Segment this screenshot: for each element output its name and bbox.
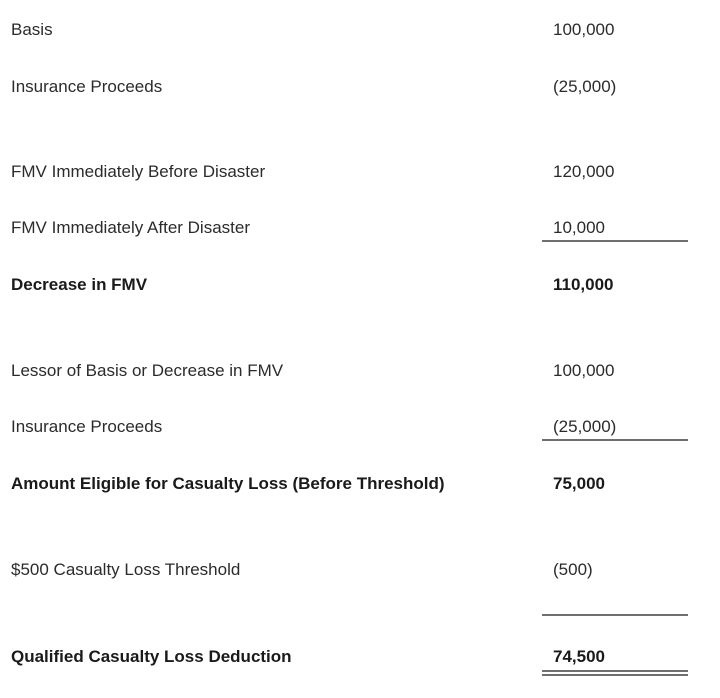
- table-row-qualified-deduction: [0, 642, 720, 672]
- table-row-insurance-proceeds: [0, 72, 720, 102]
- row-value: (25,000): [553, 77, 617, 96]
- row-label: Decrease in FMV: [11, 275, 148, 294]
- row-value: 100,000: [553, 361, 615, 380]
- row-label: $500 Casualty Loss Threshold: [11, 560, 241, 579]
- table-row-threshold: [0, 555, 720, 585]
- row-value: 110,000: [553, 275, 614, 294]
- table-row-fmv-before: [0, 157, 720, 187]
- row-label: FMV Immediately Before Disaster: [11, 162, 266, 181]
- row-label: Amount Eligible for Casualty Loss (Before Threshold): [11, 474, 445, 493]
- row-label: Insurance Proceeds: [11, 77, 163, 96]
- row-value: 75,000: [553, 474, 605, 493]
- table-row-insurance-proceeds-2: [0, 412, 720, 442]
- row-value: (25,000): [553, 417, 617, 436]
- row-value: 74,500: [553, 647, 605, 666]
- table-row-fmv-after: [0, 213, 720, 243]
- row-value: (500): [553, 560, 593, 579]
- row-value: 10,000: [553, 218, 605, 237]
- subtotal-underline: [542, 439, 688, 441]
- table-row-amount-eligible: [0, 469, 720, 499]
- total-double-underline-top: [542, 670, 688, 672]
- row-label: Lessor of Basis or Decrease in FMV: [11, 361, 284, 380]
- row-value: 120,000: [553, 162, 615, 181]
- row-label: Insurance Proceeds: [11, 417, 163, 436]
- row-label: Qualified Casualty Loss Deduction: [11, 647, 292, 666]
- table-row-basis: [0, 15, 720, 45]
- row-value: 100,000: [553, 20, 615, 39]
- row-label: Basis: [11, 20, 53, 39]
- table-row-decrease-fmv: [0, 270, 720, 300]
- row-label: FMV Immediately After Disaster: [11, 218, 251, 237]
- subtotal-underline: [542, 614, 688, 616]
- total-double-underline-bottom: [542, 674, 688, 676]
- subtotal-underline: [542, 240, 688, 242]
- table-row-lessor-basis: [0, 356, 720, 386]
